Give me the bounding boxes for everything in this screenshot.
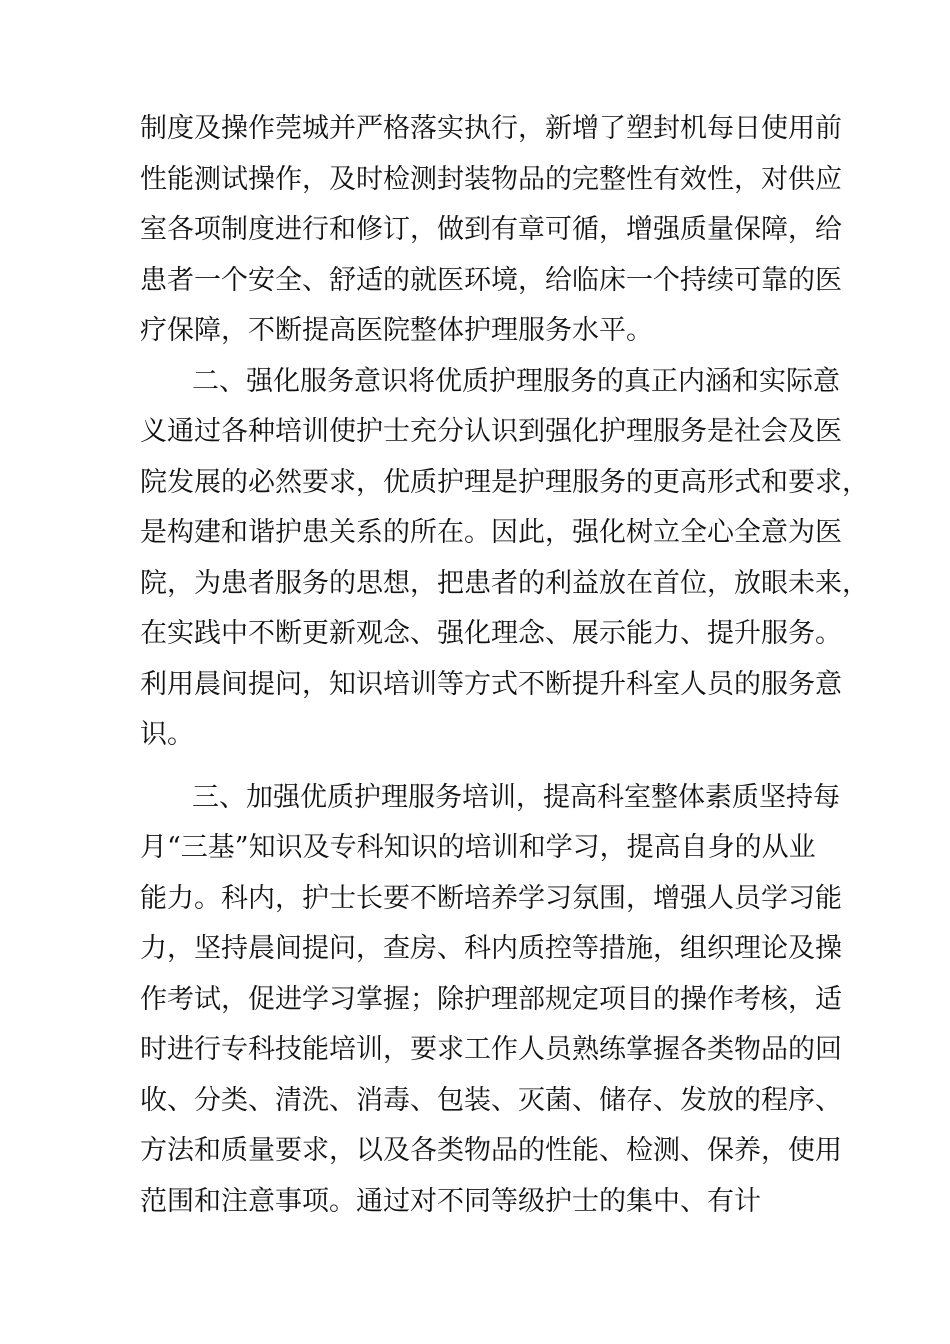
text-line: 作考试，促进学习掌握；除护理部规定项目的操作考核，适 [140,983,842,1015]
text-line: 是构建和谐护患关系的所在。因此，强化树立全心全意为医 [140,517,842,548]
paragraph-2 [140,357,869,761]
text-line: 患者一个安全、舒适的就医环境，给临床一个持续可靠的医 [140,264,842,296]
text-line: 性能测试操作，及时检测封装物品的完整性有效性，对供应 [140,163,842,195]
text-line: 二、强化服务意识将优质护理服务的真正内涵和实际意 [192,365,840,397]
text-line: 室各项制度进行和修订，做到有章可循，增强质量保障，给 [140,214,842,245]
text-line: 范围和注意事项。通过对不同等级护士的集中、有计 [140,1185,761,1217]
document-body [140,104,869,1227]
paragraph-3 [140,773,842,1228]
text-line: 疗保障，不断提高医院整体护理服务水平。 [140,315,653,346]
text-line: 时进行专科技能培训，要求工作人员熟练掌握各类物品的回 [140,1034,842,1065]
text-line: 利用晨间提问，知识培训等方式不断提升科室人员的服务意 [140,668,842,700]
text-line: 方法和质量要求，以及各类物品的性能、检测、保养，使用 [140,1135,842,1166]
text-line: 力，坚持晨间提问，查房、科内质控等措施，组织理论及操 [140,933,842,964]
paragraph-1 [140,104,842,357]
text-line: 三、加强优质护理服务培训，提高科室整体素质坚持每 [192,781,840,813]
text-line: 义通过各种培训使护士充分认识到强化护理服务是社会及医 [140,416,842,447]
text-line: 院，为患者服务的思想，把患者的利益放在首位，放眼未来， [140,567,869,599]
text-line: 识。 [140,719,194,750]
text-line: 收、分类、清洗、消毒、包装、灭菌、储存、发放的程序、 [140,1084,842,1116]
text-line: 制度及操作莞城并严格落实执行，新增了塑封机每日使用前 [140,113,842,144]
text-line: 月“三基”知识及专科知识的培训和学习，提高自身的从业 [140,832,816,863]
text-line: 能力。科内，护士长要不断培养学习氛围，增强人员学习能 [140,882,842,914]
text-line: 院发展的必然要求，优质护理是护理服务的更高形式和要求， [140,466,869,498]
text-line: 在实践中不断更新观念、强化理念、展示能力、提升服务。 [140,618,842,649]
